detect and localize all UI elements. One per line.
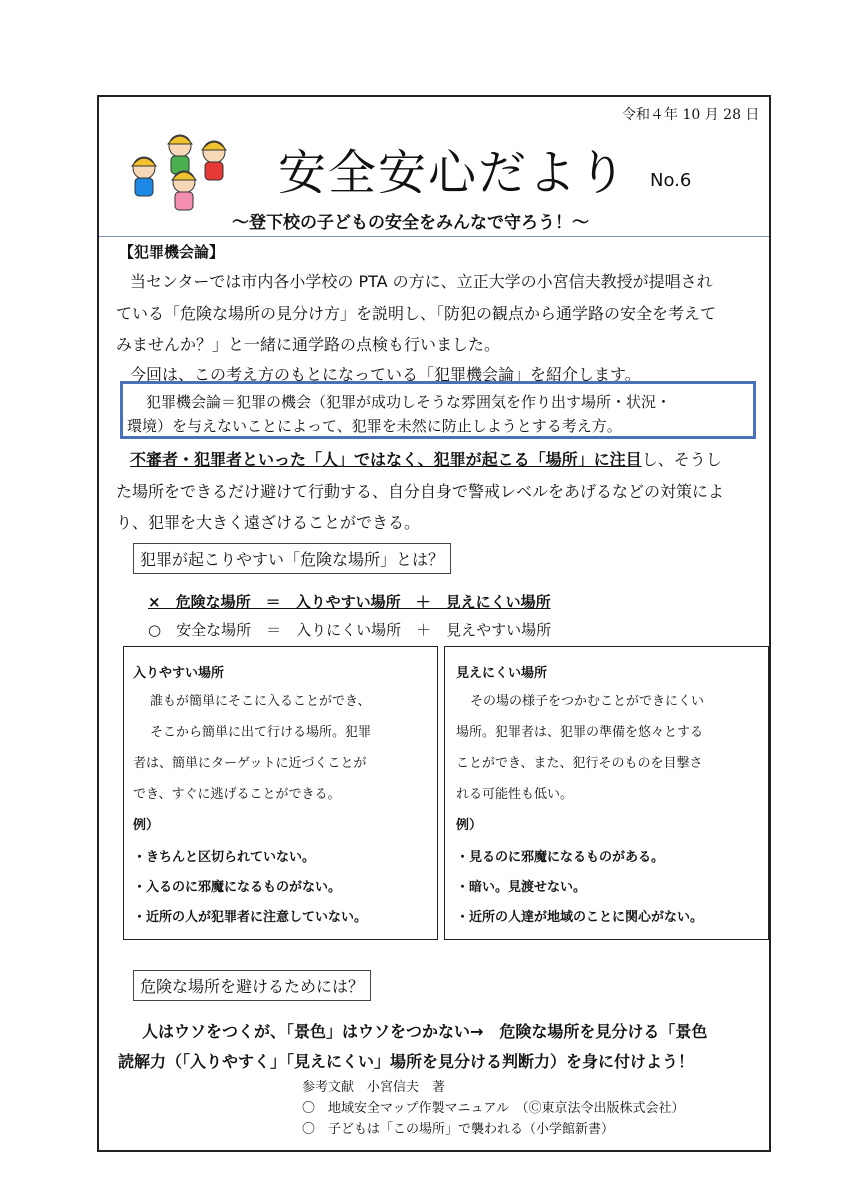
conclusion-line: 人はウソをつくが、「景色」はウソをつかない→ 危険な場所を見分ける「景色 xyxy=(142,1022,708,1041)
box-line: れる可能性も低い。 xyxy=(456,787,574,802)
emphasis-rest: し、そうし xyxy=(641,450,722,469)
intro-line: 今回は、この考え方のもとになっている「犯罪機会論」を紹介します。 xyxy=(130,365,641,384)
definition-line: 環境）を与えないことによって、犯罪を未然に防止しようとする考え方。 xyxy=(127,417,622,435)
child-figure xyxy=(168,135,192,174)
issue-date: 令和４年 10 月 28 日 xyxy=(622,107,760,123)
header-divider xyxy=(99,236,769,237)
example-item: ・きちんと区切られていない。 xyxy=(133,850,316,865)
danger-formula: × 危険な場所 ＝ 入りやすい場所 ＋ 見えにくい場所 xyxy=(148,593,551,611)
box-line: 場所。犯罪者は、犯罪の準備を悠々とする xyxy=(456,725,704,740)
intro-line: 当センターでは市内各小学校の PTA の方に、立正大学の小宮信夫教授が提唱され xyxy=(130,272,713,291)
newsletter-title: 安全安心だより xyxy=(278,145,629,201)
example-item: ・近所の人達が地域のことに関心がない。 xyxy=(456,910,704,925)
safe-formula: ○ 安全な場所 ＝ 入りにくい場所 ＋ 見えやすい場所 xyxy=(148,621,552,639)
body-line: り、犯罪を大きく遠ざけることができる。 xyxy=(116,513,421,532)
children-illustration xyxy=(122,122,240,214)
example-label: 例） xyxy=(456,818,483,833)
reference-label: 参考文献 小宮信夫 著 xyxy=(302,1080,446,1095)
child-figure xyxy=(202,141,226,180)
intro-line: ている「危険な場所の見分け方」を説明し、「防犯の観点から通学路の安全を考えて xyxy=(116,304,717,323)
box-line: 誰もが簡単にそこに入ることができ、 xyxy=(150,694,371,709)
body-line: た場所をできるだけ避けて行動する、自分自身で警戒レベルをあげるなどの対策によ xyxy=(116,482,725,501)
child-figure xyxy=(172,171,196,210)
definition-line: 犯罪機会論＝犯罪の機会（犯罪が成功しそうな雰囲気を作り出す場所・状況・ xyxy=(146,393,672,411)
example-item: ・入るのに邪魔になるものがない。 xyxy=(133,880,342,895)
newsletter-subtitle: ～登下校の子どもの安全をみんなで守ろう！～ xyxy=(232,213,589,233)
conclusion-line: 読解力（「入りやすく」「見えにくい」場所を見分ける判断力）を身に付けよう！ xyxy=(118,1052,695,1071)
child-figure xyxy=(132,157,156,196)
box-line: でき、すぐに逃げることができる。 xyxy=(133,787,341,802)
intro-line: みませんか？」と一緒に通学路の点検も行いました。 xyxy=(116,335,501,354)
emphasis-text: 不審者・犯罪者といった「人」ではなく、犯罪が起こる「場所」に注目 xyxy=(130,450,642,469)
box-line: ことができ、また、犯行そのものを目撃さ xyxy=(456,756,703,771)
emphasis-line xyxy=(130,447,722,470)
example-item: ・近所の人が犯罪者に注意していない。 xyxy=(133,910,368,925)
example-item: ・見るのに邪魔になるものがある。 xyxy=(456,850,665,865)
issue-number: No.6 xyxy=(650,170,692,191)
section-heading: 【犯罪機会論】 xyxy=(119,243,225,261)
box-title: 入りやすい場所 xyxy=(133,666,225,681)
example-item: ・暗い。見渡せない。 xyxy=(456,880,587,895)
box-title: 見えにくい場所 xyxy=(456,666,548,681)
reference-item: 〇 地域安全マップ作製マニュアル （Ⓒ東京法令出版株式会社） xyxy=(302,1101,685,1116)
avoid-heading-box: 危険な場所を避けるためには？ xyxy=(133,970,371,1001)
box-line: 者は、簡単にターゲットに近づくことが xyxy=(133,756,367,771)
box-line: そこから簡単に出て行ける場所。犯罪 xyxy=(150,725,372,740)
danger-heading-box: 犯罪が起こりやすい「危険な場所」とは？ xyxy=(133,543,451,574)
example-label: 例） xyxy=(133,818,160,833)
box-line: その場の様子をつかむことができにくい xyxy=(470,694,705,709)
reference-item: 〇 子どもは「この場所」で襲われる（小学館新書） xyxy=(302,1122,615,1137)
